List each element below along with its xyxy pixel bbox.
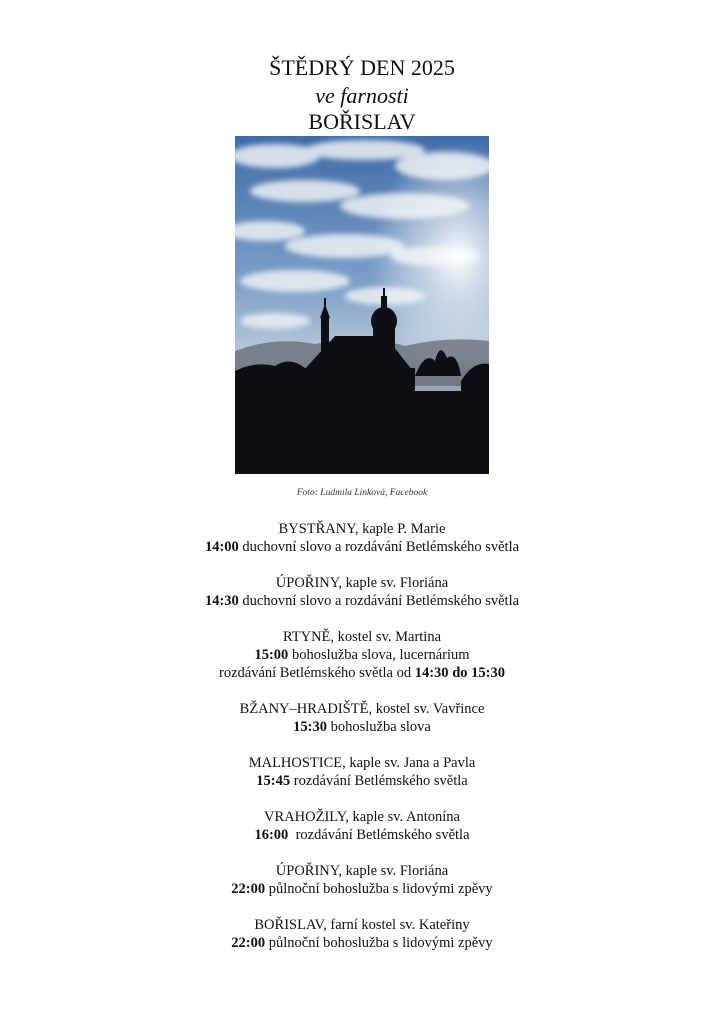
event-location: ÚPOŘINY, kaple sv. Floriána [275,575,449,591]
event-time: 14:30 [204,593,239,609]
event-extra-mid: do [448,665,472,681]
event-location: BOŘISLAV, farní kostel sv. Kateřiny [254,917,470,933]
event-extra-to: 15:30 [471,665,505,681]
event-details [0,880,724,898]
event-item [0,628,724,682]
event-item [0,862,724,898]
event-time: 15:00 [254,647,289,663]
event-description: půlnoční bohoslužba s lidovými zpěvy [265,881,493,897]
event-time: 14:00 [204,539,239,555]
event-item [0,520,724,556]
event-time: 15:45 [256,773,291,789]
event-description: duchovní slovo a rozdávání Betlémského světla [238,539,520,555]
parish-name: BOŘISLAV [308,109,416,134]
event-location: BŽANY–HRADIŠTĚ, kostel sv. Vavřince [239,701,485,717]
event-details [0,934,724,952]
church-photo [235,136,489,474]
photo-caption: Foto: Ludmila Linková, Facebook [296,488,428,498]
event-item [0,700,724,736]
event-description: rozdávání Betlémského světla [290,773,468,789]
event-details [0,826,724,844]
event-location: MALHOSTICE, kaple sv. Jana a Pavla [248,755,476,771]
event-extra [0,664,724,682]
event-description: rozdávání Betlémského světla [288,827,470,843]
event-details [0,646,724,664]
event-time: 15:30 [293,719,327,735]
event-details [0,772,724,790]
event-details [0,592,724,610]
event-location: BYSTŘANY, kaple P. Marie [278,521,446,537]
event-location: VRAHOŽILY, kaple sv. Antonína [264,809,460,825]
event-extra-from: 14:30 [414,665,449,681]
event-item [0,808,724,844]
event-time: 22:00 [231,935,266,951]
event-details [0,538,724,556]
page-subtitle: ve farnosti [315,83,409,108]
event-time: 22:00 [231,881,266,897]
event-extra-text: rozdávání Betlémského světla od [219,665,415,681]
event-list [0,520,724,970]
page-title: ŠTĚDRÝ DEN 2025 [269,55,455,80]
event-location: RTYNĚ, kostel sv. Martina [282,629,442,645]
event-description: bohoslužba slova, lucernárium [288,647,470,663]
event-item [0,574,724,610]
event-time: 16:00 [254,827,289,843]
event-description: půlnoční bohoslužba s lidovými zpěvy [265,935,493,951]
event-description: duchovní slovo a rozdávání Betlémského světla [238,593,520,609]
event-details [0,718,724,736]
event-item [0,916,724,952]
event-item [0,754,724,790]
event-location: ÚPOŘINY, kaple sv. Floriána [275,863,449,879]
event-description: bohoslužba slova [326,719,431,735]
